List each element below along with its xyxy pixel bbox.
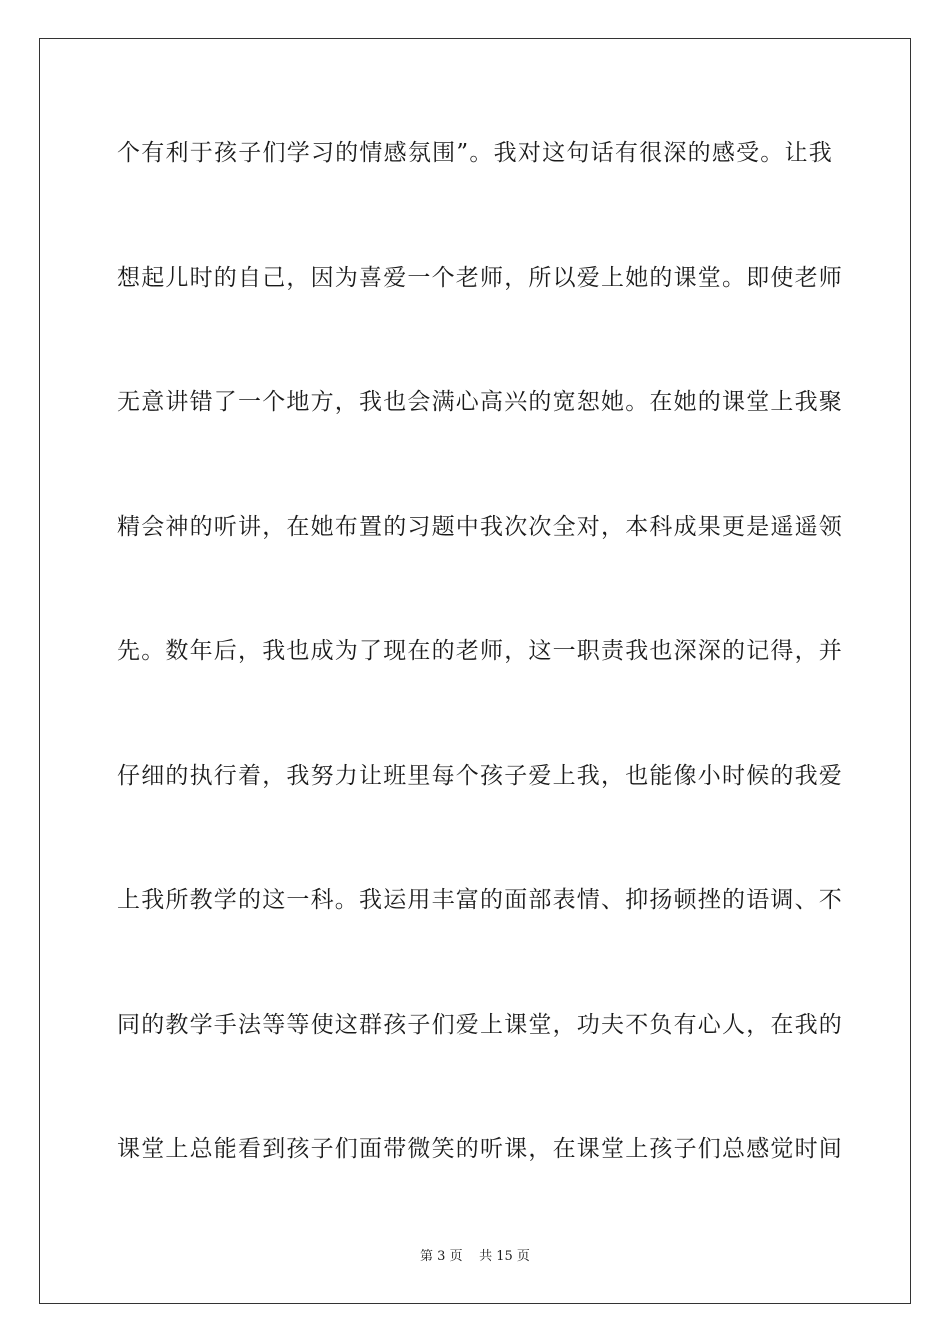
page-number: 第 3 页: [420, 1249, 463, 1264]
text-line: 个有利于孩子们学习的情感氛围”。我对这句话有很深的感受。让我: [117, 140, 833, 166]
text-line: 想起儿时的自己，因为喜爱一个老师，所以爱上她的课堂。即使老师: [117, 264, 843, 291]
text-line: 仔细的执行着，我努力让班里每个孩子爱上我，也能像小时候的我爱: [117, 762, 843, 789]
footer-spacer: [463, 1249, 480, 1264]
text-line: 无意讲错了一个地方，我也会满心高兴的宽恕她。在她的课堂上我聚: [117, 389, 843, 415]
page-total: 共 15 页: [479, 1249, 530, 1264]
text-line: 上我所教学的这一科。我运用丰富的面部表情、抑扬顿挫的语调、不: [117, 887, 843, 913]
text-line: 课堂上总能看到孩子们面带微笑的听课，在课堂上孩子们总感觉时间: [117, 1136, 843, 1162]
text-line: 先。数年后，我也成为了现在的老师，这一职责我也深深的记得，并: [117, 638, 843, 664]
page-footer: [0, 1248, 950, 1266]
document-body: [117, 124, 843, 1245]
text-line: 同的教学手法等等使这群孩子们爱上课堂，功夫不负有心人，在我的: [117, 1011, 843, 1038]
text-line: 精会神的听讲，在她布置的习题中我次次全对，本科成果更是遥遥领: [117, 513, 843, 540]
